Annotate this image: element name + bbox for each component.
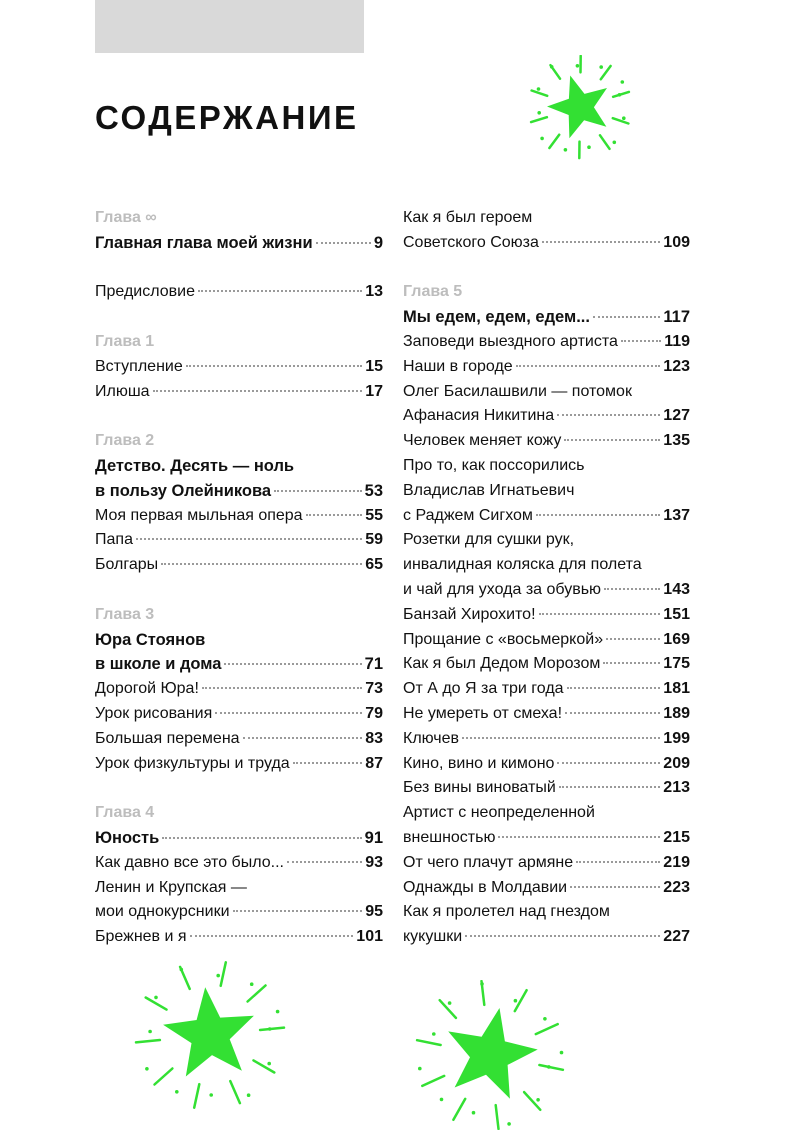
dot-leader — [593, 316, 660, 318]
toc-entry-title: Большая перемена — [95, 729, 240, 747]
toc-entry[interactable] — [403, 330, 690, 355]
toc-entry[interactable] — [403, 727, 690, 752]
toc-entry[interactable] — [403, 752, 690, 777]
toc-page-number: 189 — [663, 704, 690, 722]
toc-entry[interactable] — [95, 752, 383, 777]
toc-entry[interactable] — [95, 504, 383, 529]
toc-entry[interactable] — [95, 231, 383, 256]
toc-entry-title: Дорогой Юра! — [95, 680, 199, 698]
toc-page-number: 123 — [663, 357, 690, 375]
toc-page-number: 53 — [364, 481, 383, 500]
chapter-heading: Глава 2 — [95, 432, 155, 450]
dot-leader — [557, 414, 660, 416]
toc-page-number: 137 — [663, 506, 690, 524]
toc-page-number: 95 — [365, 903, 383, 921]
toc-page-number: 17 — [365, 382, 383, 400]
dot-leader — [567, 687, 661, 689]
toc-page-number: 91 — [364, 828, 383, 847]
toc-entry-line: Розетки для сушки рук, — [403, 531, 575, 549]
toc-entry-title: Человек меняет кожу — [403, 432, 562, 450]
toc-entry[interactable] — [403, 652, 690, 677]
toc-entry[interactable] — [403, 702, 690, 727]
toc-page-number: 213 — [663, 779, 690, 797]
dot-leader — [293, 762, 363, 764]
toc-entry-title: в школе и дома — [95, 655, 222, 674]
dot-leader — [542, 241, 660, 243]
dot-leader — [603, 662, 660, 664]
dot-leader — [621, 340, 661, 342]
toc-entry[interactable] — [403, 429, 690, 454]
spacer — [95, 776, 383, 801]
toc-entry[interactable] — [403, 404, 690, 429]
toc-entry-title: Моя первая мыльная опера — [95, 506, 303, 524]
toc-entry[interactable] — [403, 776, 690, 801]
toc-entry[interactable] — [403, 925, 690, 950]
toc-entry-title: Прощание с «восьмеркой» — [403, 630, 604, 648]
toc-entry-line: Как я пролетел над гнездом — [403, 903, 610, 921]
toc-entry[interactable] — [403, 355, 690, 380]
dot-leader — [570, 886, 660, 888]
dot-leader — [162, 837, 361, 839]
dot-leader — [557, 762, 660, 764]
toc-page-number: 55 — [365, 506, 383, 524]
toc-page-number: 15 — [365, 357, 383, 375]
toc-entry-title: Урок рисования — [95, 704, 213, 722]
chapter-heading: Глава 1 — [95, 332, 155, 350]
toc-page-number: 143 — [663, 580, 690, 598]
toc-entry-line: Юра Стоянов — [95, 630, 206, 649]
toc-entry-title: Ключев — [403, 729, 460, 747]
spacer — [403, 256, 690, 281]
toc-page-number: 109 — [663, 233, 690, 251]
toc-entry-title: Афанасия Никитина — [403, 407, 555, 425]
toc-entry[interactable] — [403, 504, 690, 529]
dot-leader — [516, 365, 661, 367]
toc-entry-title: Кино, вино и кимоно — [403, 754, 555, 772]
toc-entry[interactable] — [403, 826, 690, 851]
dot-leader — [559, 786, 660, 788]
toc-entry-title: Как давно все это было... — [95, 853, 284, 871]
dot-leader — [136, 538, 362, 540]
toc-entry[interactable] — [95, 826, 383, 851]
toc-entry[interactable] — [95, 528, 383, 553]
toc-page-number: 227 — [663, 928, 690, 946]
toc-entry[interactable] — [403, 851, 690, 876]
toc-entry-title: Не умереть от смеха! — [403, 704, 563, 722]
toc-page-number: 117 — [663, 308, 690, 327]
toc-entry[interactable] — [95, 727, 383, 752]
toc-entry-title: Предисловие — [95, 283, 195, 301]
toc-entry-line: Ленин и Крупская — — [95, 878, 247, 896]
dot-leader — [576, 861, 660, 863]
toc-page-number: 101 — [356, 928, 383, 946]
dot-leader — [153, 390, 363, 392]
dot-leader — [198, 290, 362, 292]
dot-leader — [536, 514, 660, 516]
toc-entry[interactable] — [403, 628, 690, 653]
star-burst-icon — [410, 980, 570, 1130]
toc-left-column — [95, 206, 383, 950]
dot-leader — [287, 861, 362, 863]
toc-entry[interactable] — [95, 355, 383, 380]
toc-entry-title: Вступление — [95, 357, 183, 375]
toc-page-number: 9 — [373, 233, 383, 252]
toc-entry-line: Детство. Десять — ноль — [95, 456, 295, 475]
toc-entry-title: Юность — [95, 828, 160, 847]
dot-leader — [274, 490, 362, 492]
toc-entry-title: Урок физкультуры и труда — [95, 754, 290, 772]
toc-entry[interactable] — [95, 900, 383, 925]
toc-entry[interactable] — [403, 677, 690, 702]
dot-leader — [565, 712, 660, 714]
spacer — [95, 305, 383, 330]
toc-entry-line: Как я был героем — [403, 209, 533, 226]
toc-page-number: 151 — [663, 605, 690, 623]
toc-page-number: 79 — [365, 704, 383, 722]
page-title: СОДЕРЖАНИЕ — [95, 99, 359, 136]
toc-entry[interactable] — [95, 280, 383, 305]
chapter-heading: Глава 3 — [95, 605, 155, 623]
toc-page-number: 83 — [365, 729, 383, 747]
spacer — [95, 404, 383, 429]
toc-page-number: 73 — [365, 680, 383, 698]
toc-entry-title: От чего плачут армяне — [403, 853, 574, 871]
dot-leader — [233, 910, 363, 912]
toc-page-number: 87 — [365, 754, 383, 772]
toc-entry-title: Как я был Дедом Морозом — [403, 655, 601, 673]
toc-page-number: 65 — [365, 556, 383, 574]
toc-page-number: 93 — [365, 853, 383, 871]
dot-leader — [564, 439, 660, 441]
toc-entry[interactable] — [95, 652, 383, 677]
toc-entry-title: Банзай Хирохито! — [403, 605, 536, 623]
dot-leader — [539, 613, 661, 615]
toc-entry-title: и чай для ухода за обувью — [403, 580, 602, 598]
toc-page-number: 223 — [663, 878, 690, 896]
dot-leader — [306, 514, 363, 516]
dot-leader — [604, 588, 660, 590]
toc-page-number: 199 — [663, 729, 690, 747]
toc-page-number: 219 — [663, 853, 690, 871]
toc-entry[interactable] — [95, 702, 383, 727]
toc-entry-line: Олег Басилашвили — потомок — [403, 382, 632, 400]
toc-page-number: 209 — [663, 754, 690, 772]
toc-entry-title: Советского Союза — [403, 233, 539, 251]
toc-page-number: 175 — [663, 655, 690, 673]
toc-entry-title: кукушки — [403, 928, 463, 946]
toc-page-number: 71 — [364, 655, 383, 674]
toc-entry-title: мои однокурсники — [95, 903, 230, 921]
toc-entry-line: Про то, как поссорились — [403, 456, 585, 474]
toc-entry[interactable] — [95, 479, 383, 504]
toc-entry-title: Мы едем, едем, едем... — [403, 308, 590, 327]
toc-entry[interactable] — [95, 553, 383, 578]
toc-entry-title: Однажды в Молдавии — [403, 878, 568, 896]
dot-leader — [190, 935, 354, 937]
toc-entry-title: внешностью — [403, 828, 496, 846]
toc-page-number: 135 — [663, 432, 690, 450]
toc-page-number: 127 — [663, 407, 690, 425]
toc-entry[interactable] — [95, 380, 383, 405]
chapter-heading: Глава ∞ — [95, 209, 157, 226]
dot-leader — [498, 836, 660, 838]
toc-entry-title: Папа — [95, 531, 133, 549]
dot-leader — [224, 663, 361, 665]
dot-leader — [202, 687, 362, 689]
toc-entry-title: Болгары — [95, 556, 159, 574]
chapter-heading: Глава 4 — [95, 804, 155, 822]
toc-page-number: 13 — [365, 283, 383, 301]
dot-leader — [606, 638, 660, 640]
toc-entry[interactable] — [403, 305, 690, 330]
spacer — [95, 578, 383, 603]
dot-leader — [465, 935, 660, 937]
dot-leader — [316, 242, 371, 244]
toc-entry[interactable] — [403, 876, 690, 901]
toc-entry[interactable] — [403, 578, 690, 603]
toc-page-number: 215 — [663, 828, 690, 846]
toc-right-column — [403, 206, 690, 950]
toc-entry-title: Брежнев и я — [95, 928, 187, 946]
chapter-heading: Глава 5 — [403, 283, 463, 301]
toc-entry-title: Главная глава моей жизни — [95, 233, 313, 252]
toc-entry-title: Заповеди выездного артиста — [403, 332, 618, 350]
toc-entry[interactable] — [403, 231, 690, 256]
toc-entry-title: Илюша — [95, 382, 150, 400]
toc-entry-title: Без вины виноватый — [403, 779, 556, 797]
toc-page-number: 169 — [663, 630, 690, 648]
header-gray-bar — [95, 0, 364, 53]
dot-leader — [243, 737, 363, 739]
toc-entry[interactable] — [95, 925, 383, 950]
toc-entry[interactable] — [95, 851, 383, 876]
dot-leader — [186, 365, 362, 367]
dot-leader — [462, 737, 660, 739]
toc-page-number: 59 — [365, 531, 383, 549]
toc-entry-title: с Раджем Сигхом — [403, 506, 533, 524]
toc-entry[interactable] — [403, 603, 690, 628]
toc-entry-title: Наши в городе — [403, 357, 513, 375]
star-burst-icon — [130, 958, 290, 1113]
toc-entry[interactable] — [95, 677, 383, 702]
toc-page-number: 119 — [664, 332, 690, 350]
toc-entry-title: От А до Я за три года — [403, 680, 564, 698]
dot-leader — [161, 563, 362, 565]
star-burst-icon — [525, 55, 635, 160]
spacer — [95, 256, 383, 281]
toc-entry-title: в пользу Олейникова — [95, 481, 272, 500]
toc-entry-line: Артист с неопределенной — [403, 804, 595, 822]
toc-entry-line: Владислав Игнатьевич — [403, 481, 575, 499]
dot-leader — [215, 712, 362, 714]
toc-entry-line: инвалидная коляска для полета — [403, 556, 642, 574]
toc-page-number: 181 — [663, 680, 690, 698]
